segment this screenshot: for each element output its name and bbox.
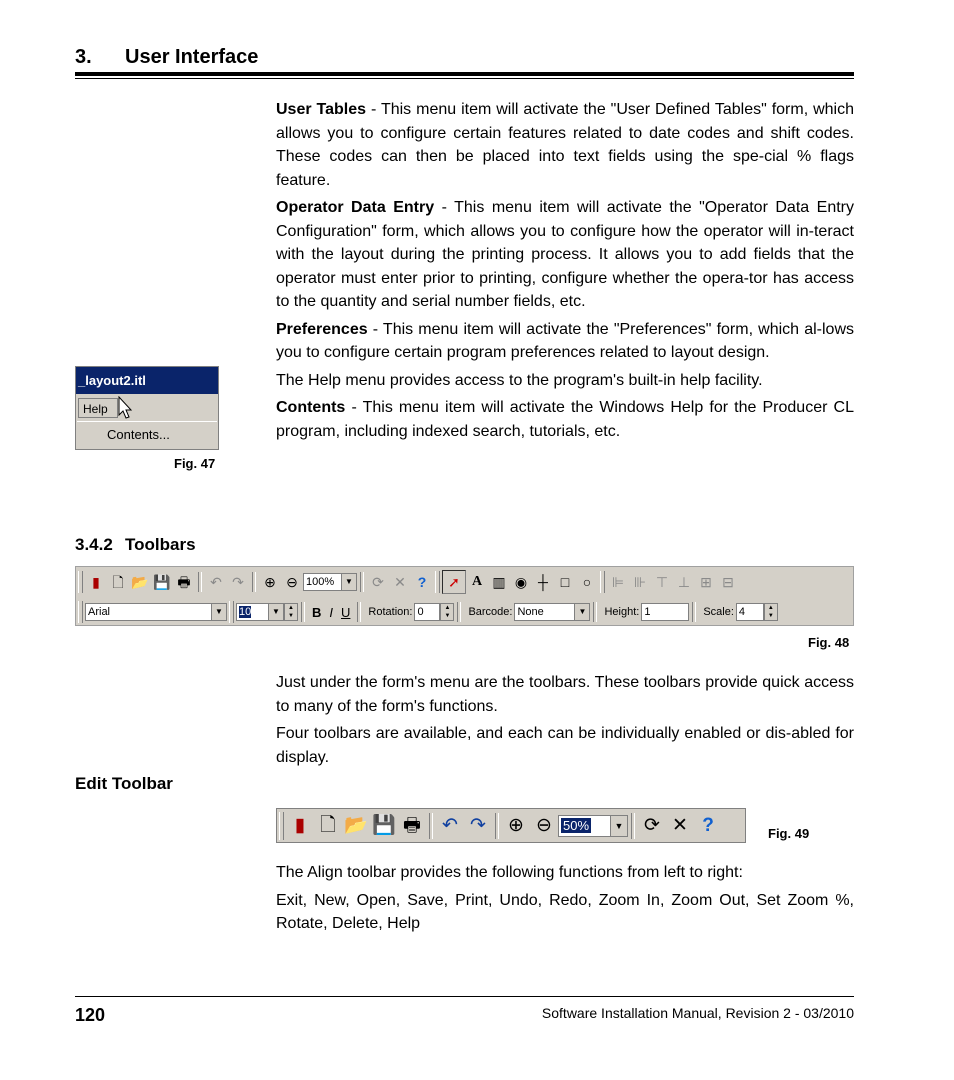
barcode-value: None (517, 606, 544, 618)
paragraph-user-tables (276, 98, 854, 192)
help-menu-screenshot (75, 366, 219, 450)
paragraph-text: The Help menu provides access to the program's built-in help facility. (276, 371, 763, 389)
rectangle-tool-icon[interactable]: □ (560, 574, 570, 590)
open-icon[interactable]: 📂 (344, 814, 368, 836)
edit-toolbar-screenshot (276, 808, 746, 843)
font-size-spinner[interactable] (284, 603, 298, 621)
help-icon[interactable]: ? (702, 814, 714, 836)
height-input[interactable]: 1 (641, 603, 689, 621)
redo-icon[interactable]: ↷ (470, 814, 486, 836)
bold-button[interactable]: B (312, 604, 322, 620)
paragraph-contents (276, 396, 854, 443)
toolbar-row-2 (76, 598, 778, 626)
header-rule (75, 72, 854, 76)
footer-text: Software Installation Manual, Revision 2 - 03/2010 (541, 1005, 854, 1021)
open-icon[interactable]: 📂 (131, 574, 149, 590)
separator (631, 813, 635, 839)
fig47-caption: Fig. 47 (174, 456, 216, 471)
toolbar-grip[interactable] (435, 571, 440, 593)
paragraph-text: - This menu item will activate the Windows Help for the Producer CL program, including indexed search, tutorials, etc. (276, 399, 854, 440)
zoom-in-icon[interactable]: ⊕ (264, 574, 276, 590)
save-icon[interactable]: 💾 (153, 574, 171, 590)
body-text-mid (276, 671, 854, 773)
print-icon[interactable]: 🖶 (177, 574, 191, 590)
text-tool-icon[interactable]: A (471, 574, 483, 589)
separator (457, 602, 461, 622)
spin-down-icon[interactable]: ▼ (444, 613, 451, 619)
line-tool-icon[interactable]: ┼ (538, 574, 548, 590)
body-text-top (276, 98, 854, 447)
subsection-title: Toolbars (125, 535, 196, 554)
separator (198, 572, 202, 592)
align-center-v-icon[interactable]: ⊟ (722, 574, 734, 590)
rotation-label: Rotation: (368, 606, 413, 618)
new-icon[interactable]: 🗋 (320, 814, 336, 836)
zoom-out-icon[interactable]: ⊖ (536, 814, 552, 836)
term: User Tables (276, 101, 367, 118)
separator (495, 813, 499, 839)
ellipse-tool-icon[interactable]: ○ (582, 574, 592, 590)
undo-icon[interactable]: ↶ (442, 814, 458, 836)
zoom-in-icon[interactable]: ⊕ (508, 814, 524, 836)
save-icon[interactable]: 💾 (372, 814, 396, 836)
align-center-h-icon[interactable]: ⊞ (700, 574, 712, 590)
zoom-out-icon[interactable]: ⊖ (286, 574, 298, 590)
paragraph: Exit, New, Open, Save, Print, Undo, Redo, Zoom In, Zoom Out, Set Zoom %, Rotate, Delete, Help (276, 891, 854, 932)
italic-button[interactable]: I (329, 604, 334, 620)
chevron-down-icon[interactable]: ▼ (610, 816, 627, 836)
header-rule-thin (75, 78, 854, 79)
subsection-number: 3.4.2 (75, 535, 113, 554)
underline-button[interactable]: U (341, 604, 351, 620)
barcode-label: Barcode: (468, 606, 513, 618)
section-title: User Interface (125, 46, 259, 68)
paragraph-preferences (276, 318, 854, 365)
redo-icon[interactable]: ↷ (232, 574, 244, 590)
term: Operator Data Entry (276, 199, 435, 216)
edit-toolbar-heading: Edit Toolbar (75, 774, 173, 793)
mouse-cursor-icon (118, 396, 134, 420)
toolbar-grip[interactable] (78, 601, 83, 623)
footer-rule (75, 996, 854, 997)
scale-input[interactable]: 4 (736, 603, 764, 621)
zoom-value: 50% (563, 818, 590, 833)
page-number: 120 (75, 1005, 106, 1025)
zoom-select[interactable] (303, 573, 357, 591)
exit-icon[interactable]: ▮ (92, 574, 100, 590)
scale-spinner[interactable] (764, 603, 778, 621)
pointer-icon[interactable]: ➚ (442, 570, 466, 594)
barcode-tool-icon[interactable]: ▥ (492, 574, 506, 590)
term: Contents (276, 399, 346, 416)
separator (301, 602, 305, 622)
fig49-caption: Fig. 49 (768, 826, 810, 841)
toolbars-screenshot (75, 566, 854, 626)
paragraph: The Align toolbar provides the following functions from left to right: (276, 864, 743, 881)
align-left-icon[interactable]: ⊫ (611, 574, 625, 590)
paragraph-help-menu (276, 369, 854, 393)
body-text-bottom (276, 861, 854, 940)
spin-down-icon[interactable]: ▼ (288, 613, 294, 619)
help-icon[interactable]: ? (417, 574, 427, 590)
term: Preferences (276, 320, 368, 338)
toolbar-grip[interactable] (279, 812, 284, 840)
fig48-caption: Fig. 48 (808, 635, 850, 650)
separator (252, 572, 256, 592)
rotation-spinner[interactable] (440, 603, 454, 621)
spin-up-icon[interactable]: ▲ (444, 605, 451, 611)
font-size-value: 10 (239, 606, 252, 618)
rotate-icon[interactable]: ⟳ (372, 574, 384, 590)
undo-icon[interactable]: ↶ (210, 574, 222, 590)
zoom-value: 100% (306, 576, 335, 588)
window-title: _layout2.itl (76, 367, 218, 394)
toolbar-grip[interactable] (78, 571, 83, 593)
height-label: Height: (604, 606, 640, 618)
paragraph-text: - This menu item will activate the "User Defined Tables" form, which allows you to configure certain features related to date codes and shift codes. These codes can then be placed into text fields using the spe-cial % flags feature. (276, 101, 855, 189)
font-size-select[interactable] (236, 603, 284, 621)
help-menu[interactable]: Help (78, 398, 118, 418)
rotation-input[interactable]: 0 (414, 603, 440, 621)
align-right-icon[interactable]: ⊪ (633, 574, 647, 590)
section-number: 3. (75, 46, 92, 68)
paragraph: Four toolbars are available, and each can be individually enabled or dis-abled for display. (276, 725, 854, 766)
spin-down-icon[interactable]: ▼ (767, 613, 774, 619)
exit-icon[interactable]: ▮ (294, 814, 306, 836)
toolbar-grip[interactable] (229, 601, 234, 623)
contents-menu-item[interactable]: Contents... (77, 421, 217, 447)
separator (357, 602, 361, 622)
chevron-down-icon[interactable]: ▼ (211, 604, 226, 620)
font-value: Arial (88, 606, 111, 618)
rotate-icon[interactable]: ⟳ (644, 814, 660, 836)
separator (593, 602, 597, 622)
spin-up-icon[interactable]: ▲ (288, 605, 294, 611)
image-tool-icon[interactable]: ◉ (514, 574, 528, 590)
print-icon[interactable]: 🖶 (403, 814, 421, 836)
barcode-select[interactable] (514, 603, 590, 621)
new-icon[interactable]: 🗋 (112, 574, 124, 590)
chevron-down-icon[interactable]: ▼ (574, 604, 589, 620)
font-select[interactable] (85, 603, 227, 621)
paragraph: Just under the form's menu are the toolbars. These toolbars provide quick access to many of the form's functions. (276, 674, 854, 715)
delete-icon[interactable]: ✕ (672, 814, 688, 836)
toolbar-grip[interactable] (600, 571, 605, 593)
paragraph-text: - This menu item will activate the "Preferences" form, which al-lows you to configure certain program preferences related to layout design. (276, 320, 854, 361)
align-top-icon[interactable]: ⊤ (655, 574, 669, 590)
separator (429, 813, 433, 839)
paragraph-operator-data-entry (276, 196, 854, 314)
paragraph-text: - This menu item will activate the "Operator Data Entry Configuration" form, which allows you to configure how the operator will in-teract with the layout during the printing process. It allows you to add fields that the operator must enter prior to printing, configure whether the opera-tor has access to the quantity and serial number fields, etc. (276, 199, 854, 310)
toolbar-row-1 (76, 568, 739, 596)
separator (692, 602, 696, 622)
scale-label: Scale: (703, 606, 734, 618)
chevron-down-icon[interactable]: ▼ (341, 574, 356, 590)
spin-up-icon[interactable]: ▲ (767, 605, 774, 611)
delete-icon[interactable]: ✕ (394, 574, 406, 590)
chevron-down-icon[interactable]: ▼ (268, 604, 283, 620)
zoom-select[interactable] (558, 815, 628, 837)
separator (360, 572, 364, 592)
align-bottom-icon[interactable]: ⊥ (677, 574, 691, 590)
